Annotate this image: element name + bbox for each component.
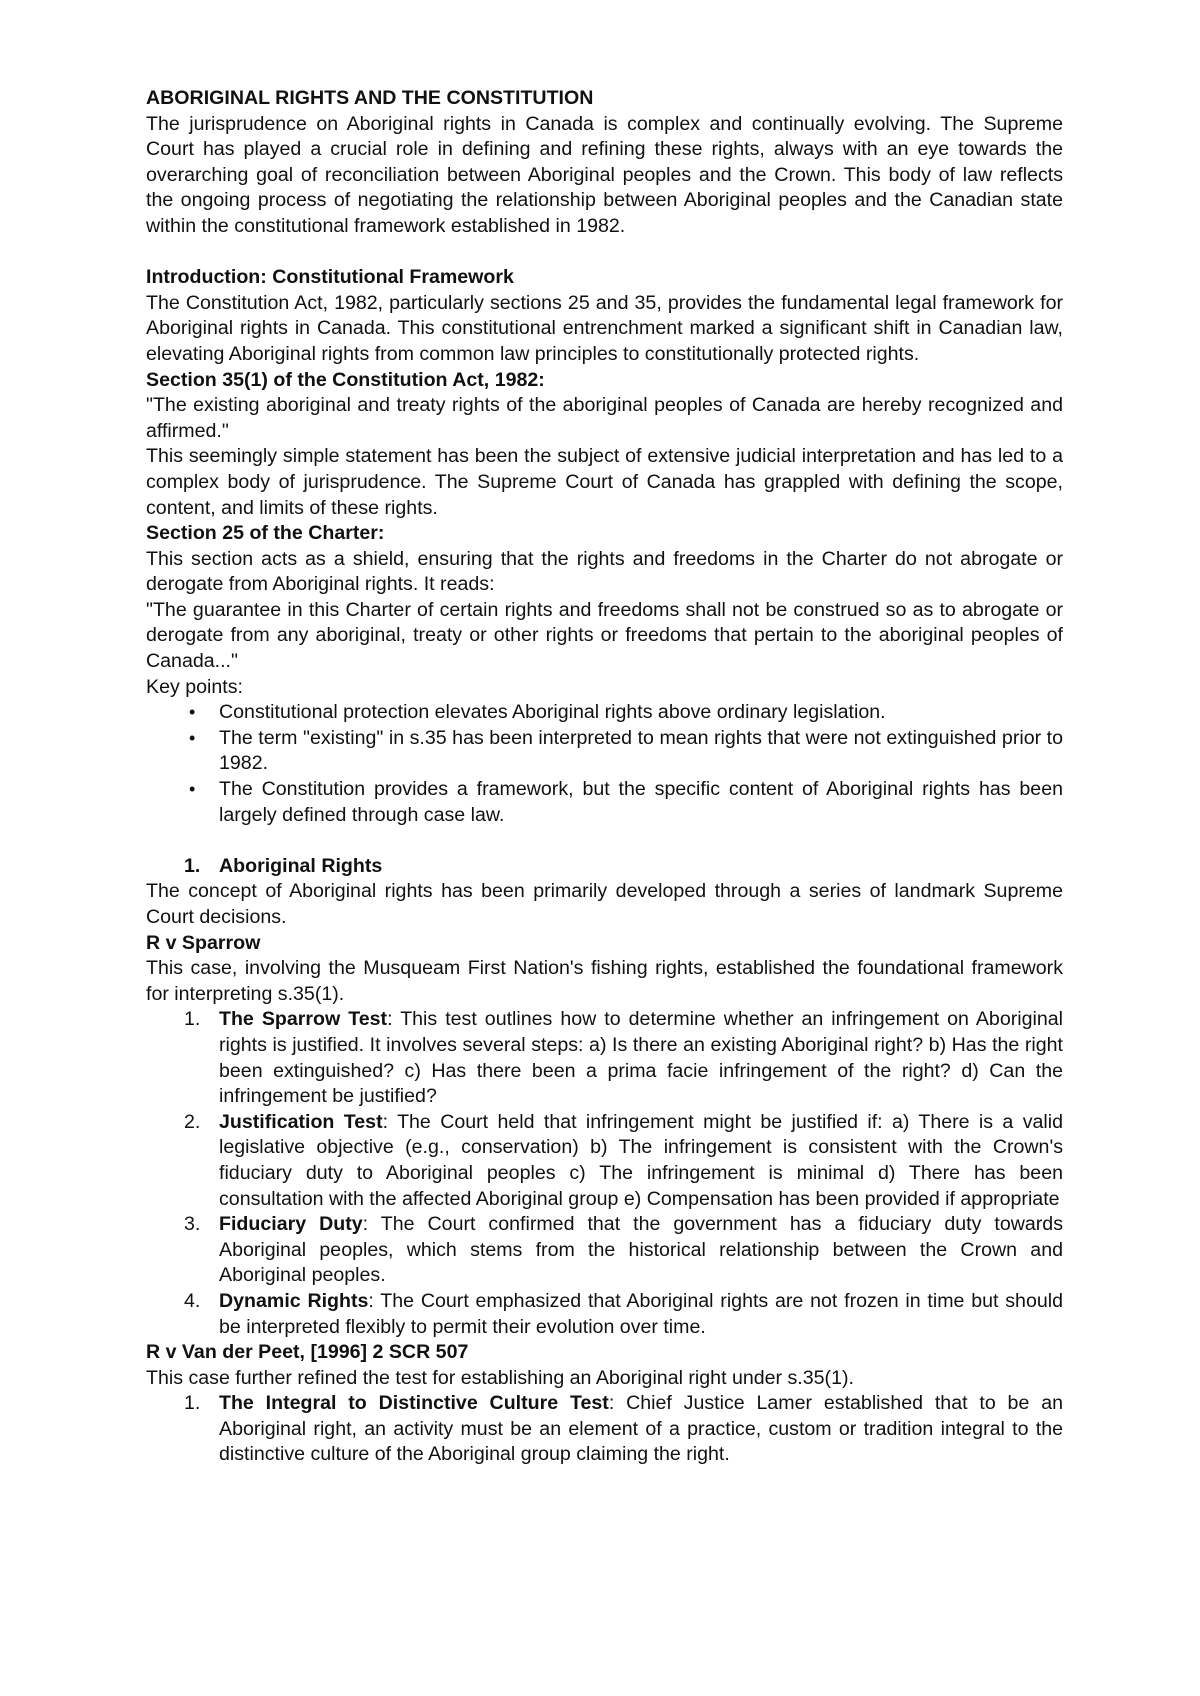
vanderpeet-paragraph: This case further refined the test for establishing an Aboriginal right under s.35(1). <box>146 1366 854 1389</box>
s25-heading: Section 25 of the Charter: <box>146 522 385 545</box>
document-title: ABORIGINAL RIGHTS AND THE CONSTITUTION <box>146 87 594 109</box>
framework-heading: Introduction: Constitutional Framework <box>146 266 514 289</box>
list-item <box>146 777 1063 828</box>
key-points-list <box>146 700 1063 828</box>
item-text: : Chief Justice Lamer established that to be an Aboriginal right, an activity must be an element of a practice, custom or tradition integral to the distinctive culture of the Aboriginal group claiming the right. <box>219 1392 1063 1466</box>
section-title: Aboriginal Rights <box>219 854 383 877</box>
item-term: The Sparrow Test <box>219 1008 388 1031</box>
s25-quote: "The guarantee in this Charter of certain rights and freedoms shall not be construed so as to abrogate or derogate from any aboriginal, treaty or other rights or freedoms that pertain to the aboriginal peoples of Canada..." <box>146 598 1063 673</box>
list-item <box>146 700 1063 726</box>
item-text: : The Court held that infringement might be justified if: a) There is a valid legislative objective (e.g., conservation) b) The infringement is consistent with the Crown's fiduciary duty to Aboriginal peoples c) The infringement is minimal d) There has been consultation with the affected Aboriginal group e) Compensation has been provided if appropriate <box>219 1110 1063 1210</box>
section-number: 1. <box>184 854 201 877</box>
item-number: 2. <box>184 1110 201 1133</box>
item-text: : This test outlines how to determine whether an infringement on Aboriginal rights is justified. It involves several steps: a) Is there an existing Aboriginal right? b) Has the right been extinguished? c) Has there been a prima facie infringement of the right? d) Can the infringement be justified? <box>219 1008 1064 1108</box>
item-term: Fiduciary Duty <box>219 1213 363 1236</box>
spacer <box>146 828 1063 854</box>
bullet-icon: • <box>189 727 196 748</box>
bullet-icon: • <box>189 702 196 723</box>
list-item-text: The Constitution provides a framework, but the specific content of Aboriginal rights has been largely defined through case law. <box>219 778 1063 826</box>
item-text: : The Court emphasized that Aboriginal rights are not frozen in time but should be interpreted flexibly to permit their evolution over time. <box>219 1289 1063 1338</box>
vanderpeet-list <box>146 1391 1063 1468</box>
list-item <box>146 1289 1063 1340</box>
item-number: 1. <box>184 1008 201 1031</box>
framework-paragraph: The Constitution Act, 1982, particularly sections 25 and 35, provides the fundamental legal framework for Aboriginal rights in Canada. This constitutional entrenchment marked a significant shift in Canadian law, elevating Aboriginal rights from common law principles to constitutionally protected rights. <box>146 291 1063 365</box>
s35-paragraph: This seemingly simple statement has been the subject of extensive judicial interpretation and has led to a complex body of jurisprudence. The Supreme Court of Canada has grappled with defining the scope, content, and limits of these rights. <box>146 445 1063 519</box>
document-page <box>146 86 1063 1468</box>
item-term: The Integral to Distinctive Culture Test <box>219 1392 609 1415</box>
section-paragraph: The concept of Aboriginal rights has been primarily developed through a series of landmark Supreme Court decisions. <box>146 880 1063 928</box>
item-number: 4. <box>184 1289 201 1312</box>
s35-quote: "The existing aboriginal and treaty rights of the aboriginal peoples of Canada are hereby recognized and affirmed." <box>146 394 1063 442</box>
sparrow-paragraph: This case, involving the Musqueam First Nation's fishing rights, established the foundational framework for interpreting s.35(1). <box>146 957 1063 1005</box>
s35-heading: Section 35(1) of the Constitution Act, 1982: <box>146 368 545 391</box>
item-number: 3. <box>184 1213 201 1236</box>
list-item-text: The term "existing" in s.35 has been interpreted to mean rights that were not extinguished prior to 1982. <box>219 726 1063 775</box>
intro-paragraph: The jurisprudence on Aboriginal rights in Canada is complex and continually evolving. The Supreme Court has played a crucial role in defining and refining these rights, always with an eye towards the overarching goal of reconciliation between Aboriginal peoples and the Crown. This body of law reflects the ongoing process of negotiating the relationship between Aboriginal peoples and the Canadian state within the constitutional framework established in 1982. <box>146 112 1063 237</box>
item-term: Justification Test <box>219 1110 383 1133</box>
sparrow-heading: R v Sparrow <box>146 931 261 954</box>
list-item <box>146 1007 1063 1109</box>
vanderpeet-heading: R v Van der Peet, [1996] 2 SCR 507 <box>146 1341 469 1364</box>
list-item <box>146 1212 1063 1289</box>
sparrow-list <box>146 1007 1063 1340</box>
key-points-label: Key points: <box>146 675 243 698</box>
list-item <box>146 726 1063 777</box>
list-item-text: Constitutional protection elevates Aboriginal rights above ordinary legislation. <box>219 701 886 724</box>
spacer <box>146 240 1063 266</box>
list-item <box>146 1110 1063 1212</box>
list-item <box>146 1391 1063 1468</box>
s25-paragraph: This section acts as a shield, ensuring that the rights and freedoms in the Charter do not abrogate or derogate from Aboriginal rights. It reads: <box>146 547 1063 596</box>
item-text: : The Court confirmed that the government has a fiduciary duty towards Aboriginal peoples, which stems from the historical relationship between the Crown and Aboriginal peoples. <box>219 1213 1063 1287</box>
bullet-icon: • <box>189 779 196 800</box>
item-number: 1. <box>184 1392 201 1415</box>
item-term: Dynamic Rights <box>219 1289 369 1312</box>
section-heading <box>146 854 1063 880</box>
